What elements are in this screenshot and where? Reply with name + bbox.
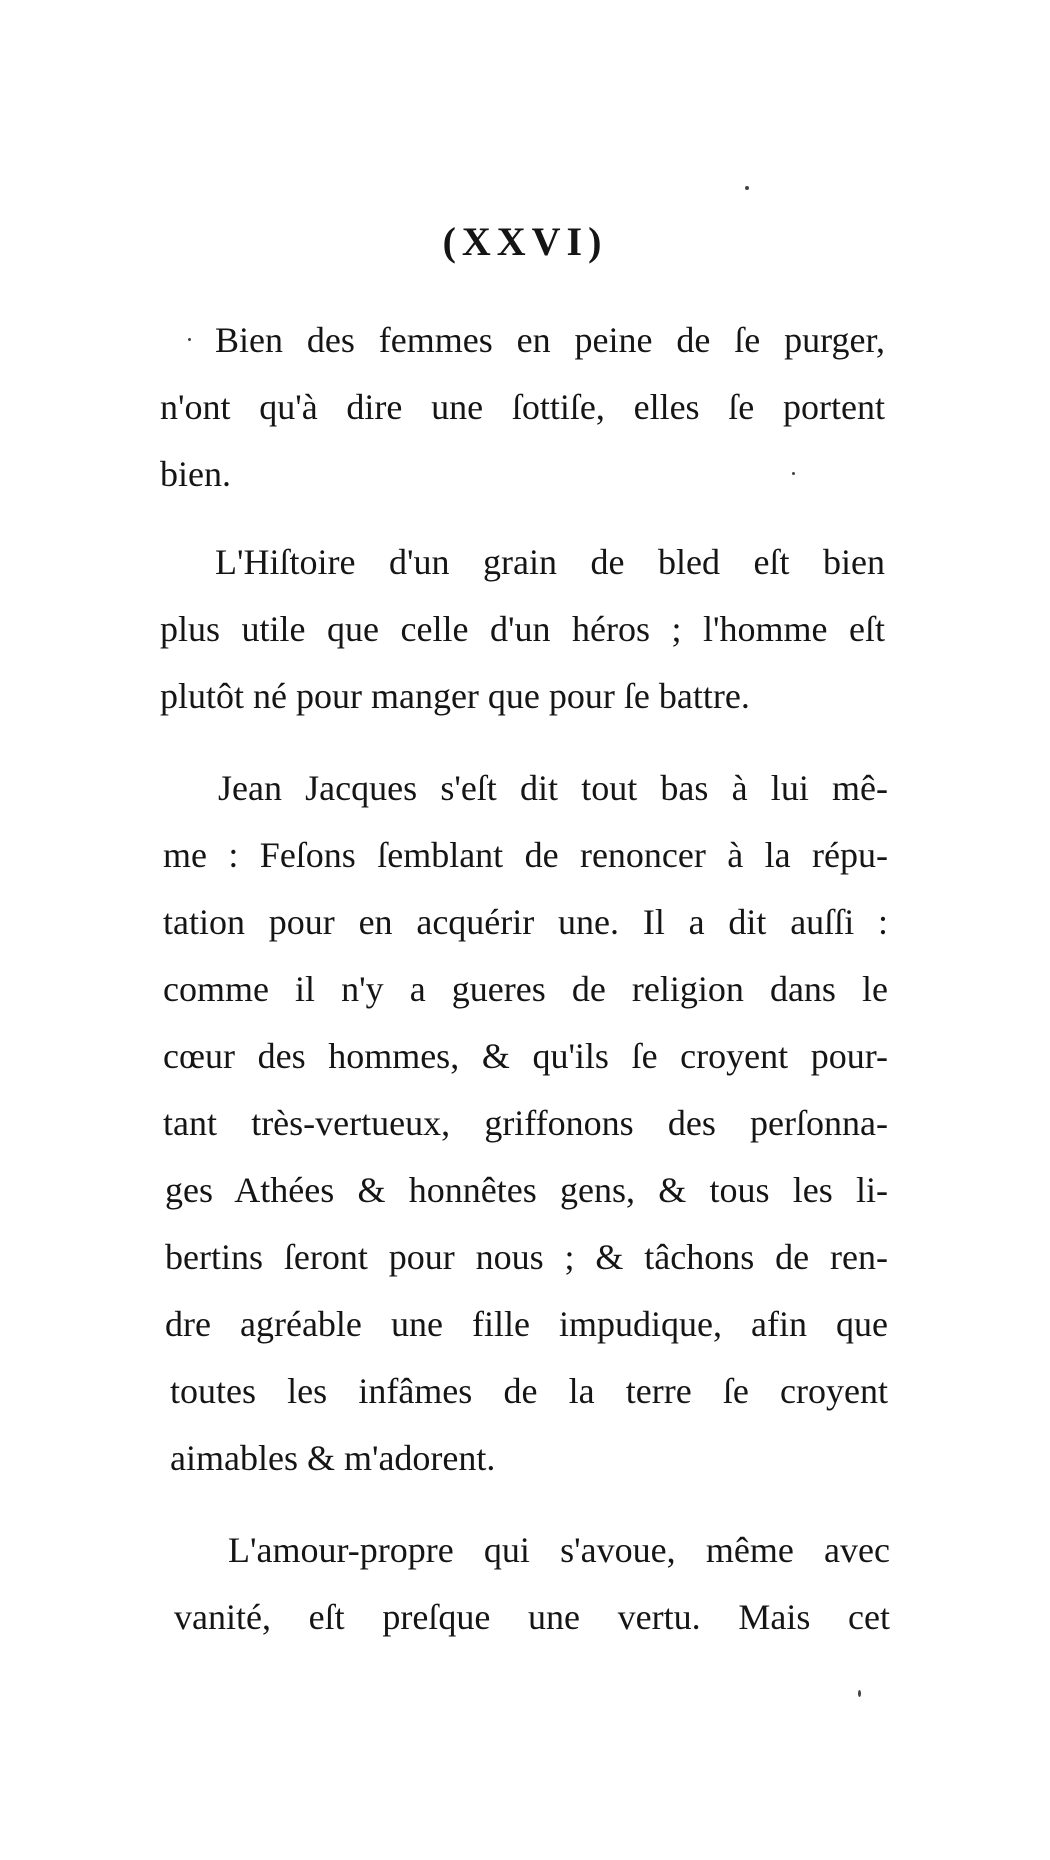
text-line: cœur des hommes, & qu'ils ſe croyent pour- <box>163 1036 888 1076</box>
text-line: dre agréable une fille impudique, afin que <box>165 1304 888 1344</box>
page-number-header: (XXVI) <box>442 219 608 264</box>
text-line: toutes les infâmes de la terre ſe croyent <box>170 1371 888 1411</box>
text-line: aimables & m'adorent. <box>170 1438 496 1478</box>
scan-speck <box>745 186 749 190</box>
text-line: tation pour en acquérir une. Il a dit auſſi : <box>163 902 888 942</box>
text-line: me : Feſons ſemblant de renoncer à la répu- <box>163 835 888 875</box>
scan-speck <box>858 1690 861 1697</box>
text-line: tant très-vertueux, griffonons des perſonna- <box>163 1103 888 1143</box>
text-line: L'amour-propre qui s'avoue, même avec <box>228 1530 890 1570</box>
text-line: L'Hiſtoire d'un grain de bled eſt bien <box>215 542 885 582</box>
text-line: plus utile que celle d'un héros ; l'homme eſt <box>160 609 885 649</box>
text-line: Jean Jacques s'eſt dit tout bas à lui mê- <box>218 768 888 808</box>
scan-speck <box>188 338 191 341</box>
text-line: bertins ſeront pour nous ; & tâchons de ren- <box>165 1237 888 1277</box>
text-line: vanité, eſt preſque une vertu. Mais cet <box>174 1597 890 1637</box>
text-line: comme il n'y a gueres de religion dans le <box>163 969 888 1009</box>
text-line: ges Athées & honnêtes gens, & tous les li- <box>165 1170 888 1210</box>
text-line: n'ont qu'à dire une ſottiſe, elles ſe portent <box>160 387 885 427</box>
text-line: bien. <box>160 454 231 494</box>
text-line: Bien des femmes en peine de ſe purger, <box>215 320 885 360</box>
text-line: plutôt né pour manger que pour ſe battre. <box>160 676 750 716</box>
scan-speck <box>792 472 795 475</box>
